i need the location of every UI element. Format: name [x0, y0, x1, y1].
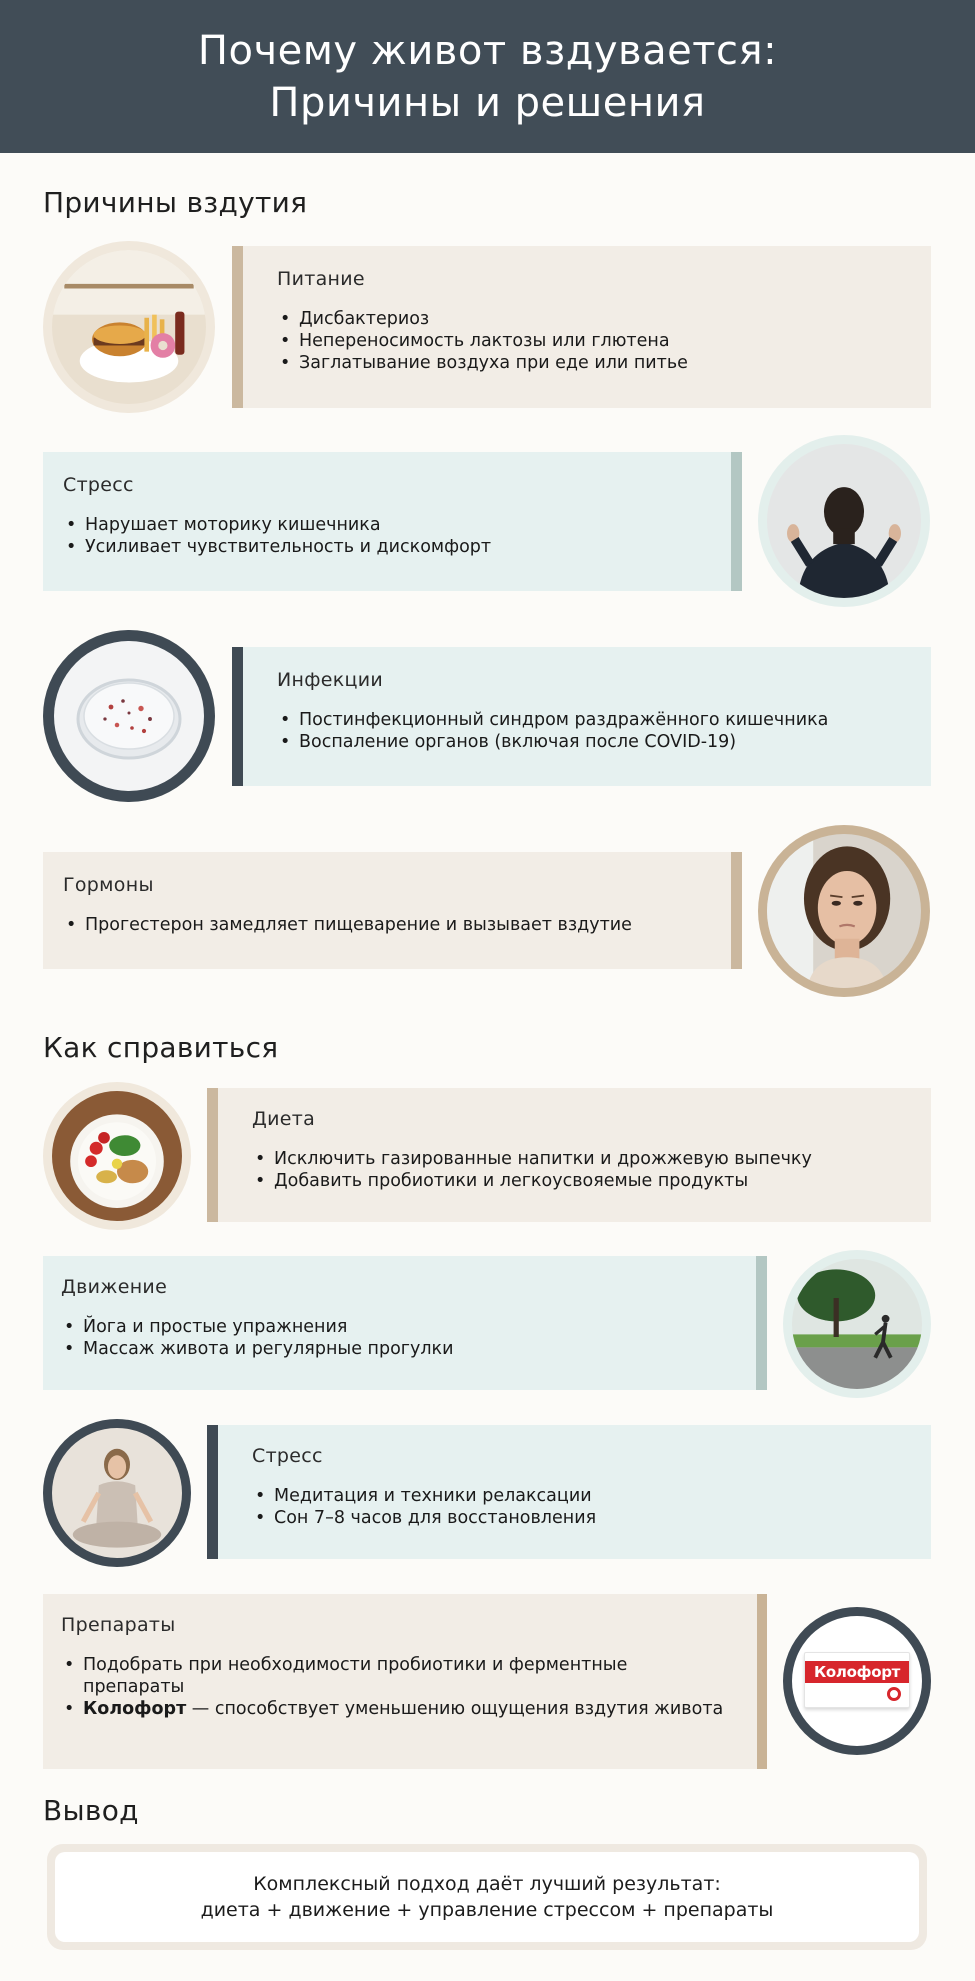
cause-list — [277, 308, 905, 374]
page-title-line2: Причины и решения — [269, 79, 706, 126]
list-item: • Исключить газированные напитки и дрожжевую выпечку — [252, 1148, 905, 1170]
product-box-band — [805, 1661, 909, 1683]
page-header — [0, 0, 975, 153]
solution-card-diet — [207, 1088, 931, 1222]
conclusion-box — [47, 1844, 927, 1950]
cause-card-nutrition — [232, 246, 931, 408]
solution-card-drugs — [43, 1594, 767, 1769]
solution-card-title: Препараты — [61, 1614, 176, 1636]
cause-list — [63, 914, 705, 936]
list-item: • Заглатывание воздуха при еде или питье — [277, 352, 905, 374]
cause-card-stress — [43, 452, 742, 591]
solution-card-title: Движение — [61, 1276, 168, 1298]
solution-list — [61, 1654, 731, 1720]
product-box — [804, 1652, 910, 1708]
solution-list — [252, 1148, 905, 1192]
list-item: • Подобрать при необходимости пробиотики и ферментные препараты — [61, 1654, 731, 1698]
causes-section-title: Причины вздутия — [43, 186, 308, 219]
solutions-section-title: Как справиться — [43, 1031, 279, 1064]
list-item — [61, 1698, 731, 1720]
list-item: • Сон 7–8 часов для восстановления — [252, 1507, 905, 1529]
conclusion-line2: диета + движение + управление стрессом + препараты — [200, 1899, 774, 1921]
stressed-person-image — [758, 435, 930, 607]
cause-list — [63, 514, 705, 558]
cause-card-title: Питание — [277, 268, 365, 290]
meditating-woman-image — [43, 1419, 191, 1567]
product-description: — способствует уменьшению ощущения вздутия живота — [186, 1699, 724, 1719]
list-item: • Дисбактериоз — [277, 308, 905, 330]
product-mark-icon — [887, 1687, 901, 1701]
cause-card-hormones — [43, 852, 742, 969]
solution-list — [61, 1316, 730, 1360]
list-item: • Нарушает моторику кишечника — [63, 514, 705, 536]
petri-dish-image — [43, 630, 215, 802]
conclusion-inner — [55, 1852, 919, 1942]
product-box-photo — [792, 1616, 922, 1746]
solution-card-movement — [43, 1256, 767, 1390]
cause-card-title: Инфекции — [277, 669, 384, 691]
conclusion-line1: Комплексный подход даёт лучший результат: — [253, 1873, 721, 1895]
cause-card-title: Гормоны — [63, 874, 154, 896]
list-item: • Постинфекционный синдром раздражённого кишечника — [277, 709, 905, 731]
conclusion-section-title: Вывод — [43, 1794, 139, 1827]
list-item: • Усиливает чувствительность и дискомфорт — [63, 536, 705, 558]
list-item: • Воспаление органов (включая после COVID-19) — [277, 731, 905, 753]
cause-list — [277, 709, 905, 753]
healthy-plate-image — [43, 1082, 191, 1230]
list-item: • Прогестерон замедляет пищеварение и вызывает вздутие — [63, 914, 705, 936]
cause-card-title: Стресс — [63, 474, 134, 496]
solution-card-stress — [207, 1425, 931, 1559]
solution-card-title: Диета — [252, 1108, 316, 1130]
list-item: • Непереносимость лактозы или глютена — [277, 330, 905, 352]
product-name: Колофорт — [83, 1699, 187, 1719]
list-item: • Массаж живота и регулярные прогулки — [61, 1338, 730, 1360]
nutrition-food-image — [43, 241, 215, 413]
running-park-image — [783, 1250, 931, 1398]
list-item: • Медитация и техники релаксации — [252, 1485, 905, 1507]
koloforte-box-image — [783, 1607, 931, 1755]
product-logo: Колофорт — [813, 1663, 901, 1681]
list-item: • Добавить пробиотики и легкоусвояемые продукты — [252, 1170, 905, 1192]
worried-woman-image — [758, 825, 930, 997]
solution-list — [252, 1485, 905, 1529]
solution-card-title: Стресс — [252, 1445, 323, 1467]
page-title-line1: Почему живот вздувается: — [197, 27, 778, 74]
list-item: • Йога и простые упражнения — [61, 1316, 730, 1338]
cause-card-infections — [232, 647, 931, 786]
